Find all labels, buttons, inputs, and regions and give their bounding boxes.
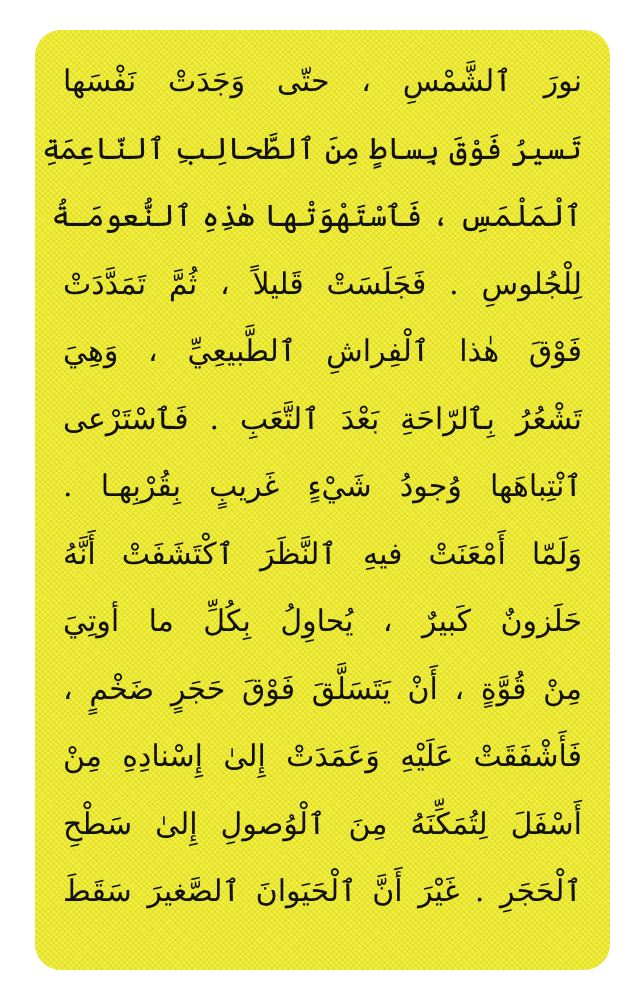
page-panel (35, 30, 610, 970)
text-line-1: نورَ ٱلشَّمْسِ ، حتّى وَجَدَتْ نَفْسَها (63, 64, 582, 99)
text-line-13: ٱلْحَجَرِ . غَيْرَ أَنَّ ٱلْحَيَوانَ ٱلصَّغيرَ سَقَطَ (63, 874, 582, 909)
text-line-8: وَلَمّا أَمْعَنَتْ فيهِ ٱلنَّظَرَ ٱكْتَشَفَتْ أَنَّهُ (63, 536, 582, 572)
text-line-9: حَلَزونٌ كَبيرٌ ، يُحاوِلُ بِكُلِّ ما أوتِيَ (63, 604, 582, 639)
text-line-3: ٱلْمَلْمَسِ ، فَٱسْتَهْوَتْها هٰذِهِ ٱلنُّعومَـةُ (51, 199, 582, 234)
text-line-10: مِنْ قُوَّةٍ ، أَنْ يَتَسَلَّقَ فَوْقَ حَجَرٍ ضَخْمٍ ، (63, 671, 582, 707)
text-line-2: تَسيرُ فَوْقَ بِساطٍ مِنَ ٱلطَّحالِبِ ٱلنّاعِمَةِ (42, 131, 582, 167)
text-line-4: لِلْجُلوسِ . فَجَلَسَتْ قَليلاً ، ثُمَّ تَمَدَّدَتْ (63, 266, 582, 302)
text-line-7: ٱنْتِباهَها وُجودُ شَيْءٍ غَريبٍ بِقُرْبِهـا . (63, 469, 582, 504)
text-line-11: فَأَشْفَقَتْ عَلَيْهِ وَعَمَدَتْ إِلىٰ إِسْنادِهِ مِنْ (63, 739, 582, 774)
arabic-passage (42, 48, 582, 926)
text-line-5: فَوْقَ هٰذا ٱلْفِراشِ ٱلطَّبيعِيِّ ، وَهِيَ (63, 334, 582, 369)
text-line-12: أَسْفَلَ لِتُمَكِّنَهُ مِنَ ٱلْوُصولِ إِلىٰ سَطْحِ (63, 806, 582, 842)
text-line-6: تَشْعُرُ بِٱلرّاحَةِ بَعْدَ ٱلتَّعَبِ . فَٱسْتَرْعى (63, 401, 582, 437)
